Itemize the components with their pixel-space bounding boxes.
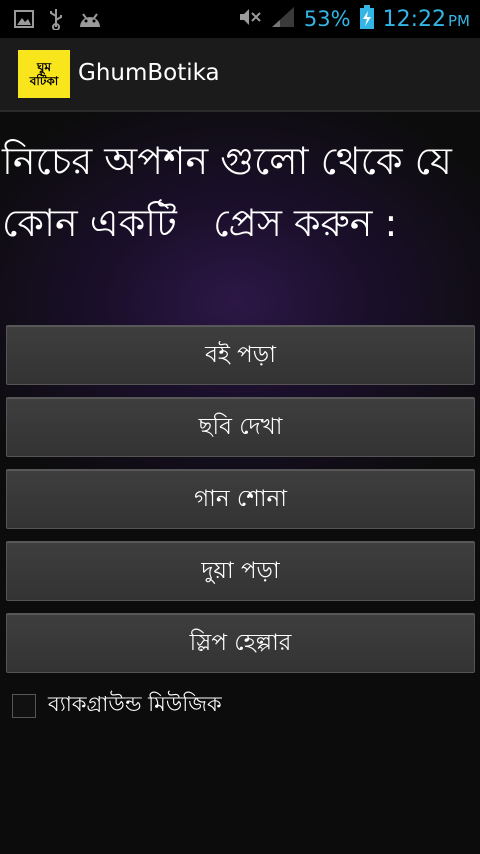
sleep-helper-button[interactable]: স্লিপ হেল্পার [6,613,475,673]
notification-icons [14,8,102,34]
app-title: GhumBotika [78,60,220,86]
logo-line-2: বটিকা [29,74,59,88]
background-music-label: ব্যাকগ্রাউন্ড মিউজিক [48,692,222,716]
action-bar [0,38,480,112]
battery-charging-icon [359,4,375,34]
clock-ampm: PM [448,11,470,30]
status-bar [0,0,480,38]
clock-time: 12:22 [382,6,446,32]
main-content [0,112,480,854]
background-music-row[interactable] [12,688,222,723]
instruction-text: নিচের অপশন গুলো থেকে যে কোন একটি প্রেস করুন : [2,139,465,245]
logo-line-1: ঘুম [36,60,52,74]
usb-icon [48,8,64,34]
clock [383,7,470,32]
system-icons [238,4,470,34]
mute-icon [238,6,262,32]
listen-songs-button[interactable]: গান শোনা [6,469,475,529]
app-logo[interactable] [18,50,70,98]
read-dua-button[interactable]: দুয়া পড়া [6,541,475,601]
image-icon [14,10,34,32]
view-pictures-button[interactable]: ছবি দেখা [6,397,475,457]
background-music-checkbox[interactable] [12,694,36,718]
android-icon [78,10,102,32]
signal-icon [270,5,296,33]
read-book-button[interactable]: বই পড়া [6,325,475,385]
battery-percent: 53% [303,7,351,31]
